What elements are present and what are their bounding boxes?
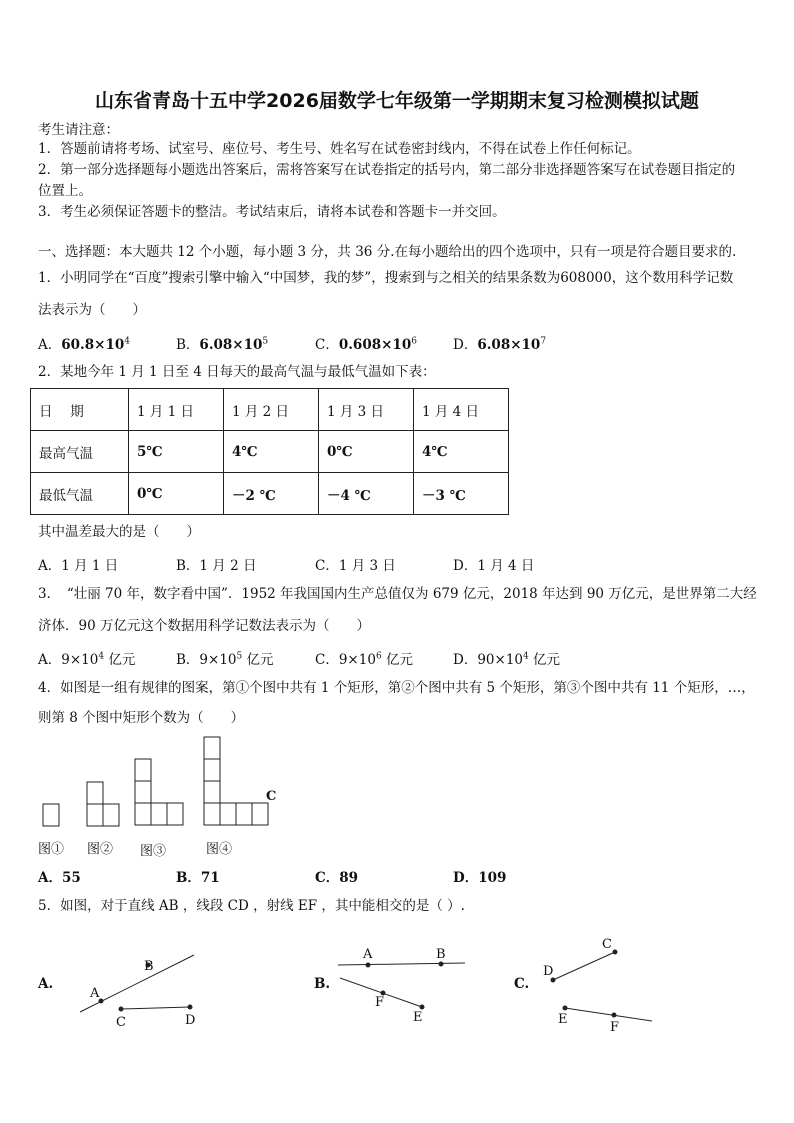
fig3-rect: [135, 781, 151, 803]
table-cell: 1 月 3 日: [319, 389, 414, 431]
point-label: A: [363, 947, 373, 962]
fig2-rect: [87, 782, 103, 804]
q4-option-b: B．71: [176, 870, 220, 886]
notice-item: 1．答题前请将考场、试室号、座位号、考生号、姓名写在试卷密封线内，不得在试卷上作任何标记。: [38, 141, 641, 157]
q2-option-c: C．1 月 3 日: [315, 558, 396, 574]
q2-option-b: B．1 月 2 日: [176, 558, 257, 574]
table-cell: －3 ℃: [414, 473, 509, 515]
point-label: B: [144, 959, 154, 974]
q3-option-a: A．$9\times 10^4$ 亿元: [38, 651, 136, 668]
q4-option-d: D．109: [453, 870, 507, 886]
point-label: C: [116, 1015, 126, 1030]
table-cell: 0℃: [319, 431, 414, 473]
question-1-line2: 法表示为（ ）: [38, 302, 146, 318]
q5-option-a-label: A.: [38, 976, 54, 992]
table-cell: 4℃: [224, 431, 319, 473]
question-2-question: 其中温差最大的是（ ）: [38, 524, 200, 540]
question-2-stem: 2．某地今年 1 月 1 日至 4 日每天的最高气温与最低气温如下表：: [38, 364, 436, 380]
fig3-rect: [151, 803, 167, 825]
point-label: E: [558, 1012, 568, 1027]
exam-title: 山东省青岛十五中学2026届数学七年级第一学期期末复习检测模拟试题: [95, 90, 699, 112]
q1-option-d: D．$6.08\times 10^7$: [453, 336, 547, 353]
fig4-rect: [204, 737, 220, 759]
table-row: [31, 431, 509, 473]
q3-option-d: D．$90\times 10^4$ 亿元: [453, 651, 561, 668]
section-heading: 一、选择题：本大题共 12 个小题，每小题 3 分，共 36 分.在每小题给出的四个选项中，只有一项是符合题目要求的.: [38, 244, 737, 260]
segment-cd: [553, 952, 615, 980]
table-cell: 0℃: [129, 473, 224, 515]
point-label: D: [543, 964, 554, 979]
table-cell: 最高气温: [31, 431, 129, 473]
point: [612, 1013, 616, 1017]
table-cell: －2 ℃: [224, 473, 319, 515]
q1-option-c: C．$0.608\times 10^6$: [315, 336, 417, 353]
segment-cd: [121, 1007, 190, 1009]
figure-label: 图②: [87, 842, 114, 857]
notice-item: 2．第一部分选择题每小题选出答案后，需将答案写在试卷指定的括号内，第二部分非选择题答案写在试卷题目指定的: [38, 162, 736, 178]
line-ab: [80, 955, 194, 1012]
fig3-rect: [135, 759, 151, 781]
question-5-stem: 5．如图，对于直线 AB ，线段 CD ，射线 EF ，其中能相交的是（ ）.: [38, 898, 465, 914]
temperature-table: [30, 388, 509, 515]
fig3-rect: [167, 803, 183, 825]
table-row: [31, 473, 509, 515]
question-4-line1: 4．如图是一组有规律的图案，第①个图中共有 1 个矩形，第②个图中共有 5 个矩形，第③个图中共有 11 个矩形，…，: [38, 680, 755, 696]
table-cell: 5℃: [129, 431, 224, 473]
figure-label: 图①: [38, 842, 65, 857]
figure-label: 图④: [206, 842, 233, 857]
point-label: C: [602, 937, 612, 952]
point-label: F: [610, 1020, 620, 1035]
table-cell: 日 期: [31, 389, 129, 431]
ray-ef: [565, 1008, 652, 1021]
point-label: F: [375, 995, 385, 1010]
fig4-rect: [204, 781, 220, 803]
q2-option-a: A．1 月 1 日: [38, 558, 119, 574]
table-cell: 1 月 1 日: [129, 389, 224, 431]
fig3-rect: [135, 803, 151, 825]
question-3-line2: 济体．90 万亿元这个数据用科学记数法表示为（ ）: [38, 618, 370, 634]
point: [613, 950, 617, 954]
point: [420, 1005, 424, 1009]
lines-figure: [0, 930, 794, 1040]
figure-corner-label: C: [266, 789, 277, 804]
q3-option-c: C．$9\times 10^6$ 亿元: [315, 651, 413, 668]
question-1-line1: 1．小明同学在“百度”搜索引擎中输入“中国梦，我的梦”，搜索到与之相关的结果条数为608000，这个数用科学记数: [38, 270, 734, 286]
fig4-rect: [252, 803, 268, 825]
fig4-rect: [236, 803, 252, 825]
q2-option-d: D．1 月 4 日: [453, 558, 535, 574]
figure-label: 图③: [140, 844, 167, 859]
point: [563, 1006, 567, 1010]
point: [99, 999, 103, 1003]
point: [188, 1005, 192, 1009]
fig4-rect: [220, 803, 236, 825]
fig4-rect: [204, 803, 220, 825]
q4-option-a: A．55: [38, 870, 81, 886]
notice-item: 位置上。: [38, 183, 92, 199]
point-label: B: [436, 947, 446, 962]
fig4-rect: [204, 759, 220, 781]
question-4-line2: 则第 8 个图中矩形个数为（ ）: [38, 710, 245, 726]
notice-item: 3．考生必须保证答题卡的整洁。考试结束后，请将本试卷和答题卡一并交回。: [38, 204, 506, 220]
point-label: A: [90, 986, 100, 1001]
question-3-line1: 3． “壮丽 70 年，数字看中国”．1952 年我国国内生产总值仅为 679 亿元，2018 年达到 90 万亿元，是世界第二大经: [38, 586, 757, 602]
point: [366, 963, 370, 967]
point-label: D: [185, 1013, 196, 1028]
q5-option-c-label: C.: [514, 976, 530, 992]
q3-option-b: B．$9\times 10^5$ 亿元: [176, 651, 274, 668]
fig2-rect: [103, 804, 119, 826]
table-cell: 最低气温: [31, 473, 129, 515]
fig1-rect: [43, 804, 59, 826]
point: [119, 1007, 123, 1011]
fig2-rect: [87, 804, 103, 826]
table-row: [31, 389, 509, 431]
table-cell: 1 月 2 日: [224, 389, 319, 431]
point: [439, 962, 443, 966]
line-ab: [338, 963, 465, 965]
q1-option-a: A．$60.8\times 10^4$: [38, 336, 130, 353]
table-cell: －4 ℃: [319, 473, 414, 515]
q4-option-c: C．89: [315, 870, 359, 886]
table-cell: 4℃: [414, 431, 509, 473]
q1-option-b: B．$6.08\times 10^5$: [176, 336, 269, 353]
notice-heading: 考生请注意：: [38, 122, 119, 138]
q5-option-b-label: B.: [314, 976, 331, 992]
point-label: E: [413, 1010, 423, 1025]
table-cell: 1 月 4 日: [414, 389, 509, 431]
